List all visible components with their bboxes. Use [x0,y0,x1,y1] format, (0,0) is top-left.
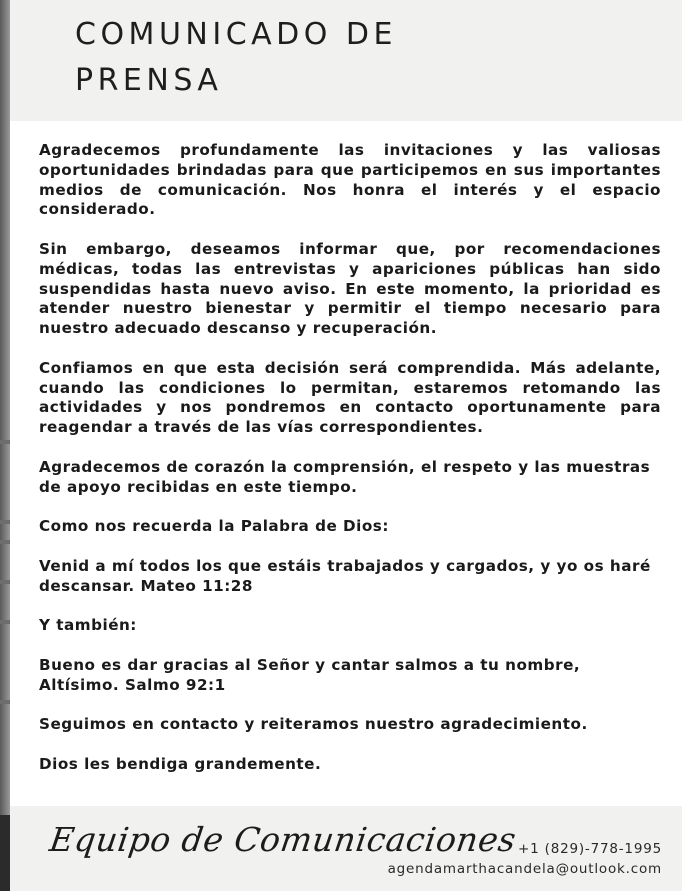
edge-mark [0,520,10,524]
paragraph-suspension: Sin embargo, deseamos informar que, por recomendaciones médicas, todas las entrevistas y apariciones públicas han sido suspendidas hasta nuevo aviso. En este momento, la prioridad es atender nuestro bienestar y permitir el tiempo necesario para nuestro adecuado descanso y recuperación. [39,239,661,338]
paragraph-word-of-god: Como nos recuerda la Palabra de Dios: [39,517,389,536]
paragraph-verse-salmo: Bueno es dar gracias al Señor y cantar salmos a tu nombre, Altísimo. Salmo 92:1 [39,655,581,694]
edge-mark [0,700,10,704]
paragraph-thanks: Agradecemos profundamente las invitaciones y las valiosas oportunidades brindadas para que participemos en sus importantes medios de comunicación. Nos honra el interés y el espacio considerado. [39,141,661,219]
body-text [39,141,661,794]
phone-number: +1 (829)-778-1995 [518,841,662,857]
edge-mark [0,580,10,584]
background-edge [0,0,10,891]
title-line-1: COMUNICADO DE [75,17,397,52]
footer-band [10,806,682,891]
title-line-2: PRENSA [75,63,223,98]
edge-mark [0,620,10,624]
paragraph-gratitude: Agradecemos de corazón la comprensión, el respeto y las muestras de apoyo recibidas en este tiempo. [39,457,651,496]
header-band [10,0,682,121]
press-release-document [10,0,682,891]
page-title [75,12,397,104]
signature: Equipo de Comunicaciones [47,820,519,859]
paragraph-verse-mateo: Venid a mí todos los que estáis trabajados y cargados, y yo os haré descansar. Mateo 11:28 [39,556,651,595]
edge-mark [0,540,10,544]
edge-dark-block [0,815,10,891]
email-address: agendamarthacandela@outlook.com [387,861,662,877]
paragraph-also: Y también: [39,616,137,635]
paragraph-blessing: Dios les bendiga grandemente. [39,754,322,773]
paragraph-understanding: Confiamos en que esta decisión será comprendida. Más adelante, cuando las condiciones lo permitan, estaremos retomando las actividades y nos pondremos en contacto oportunamente para reagendar a través de las vías correspondientes. [39,358,661,437]
edge-mark [0,440,10,444]
contact-info [388,839,662,879]
paragraph-in-contact: Seguimos en contacto y reiteramos nuestro agradecimiento. [39,715,588,734]
